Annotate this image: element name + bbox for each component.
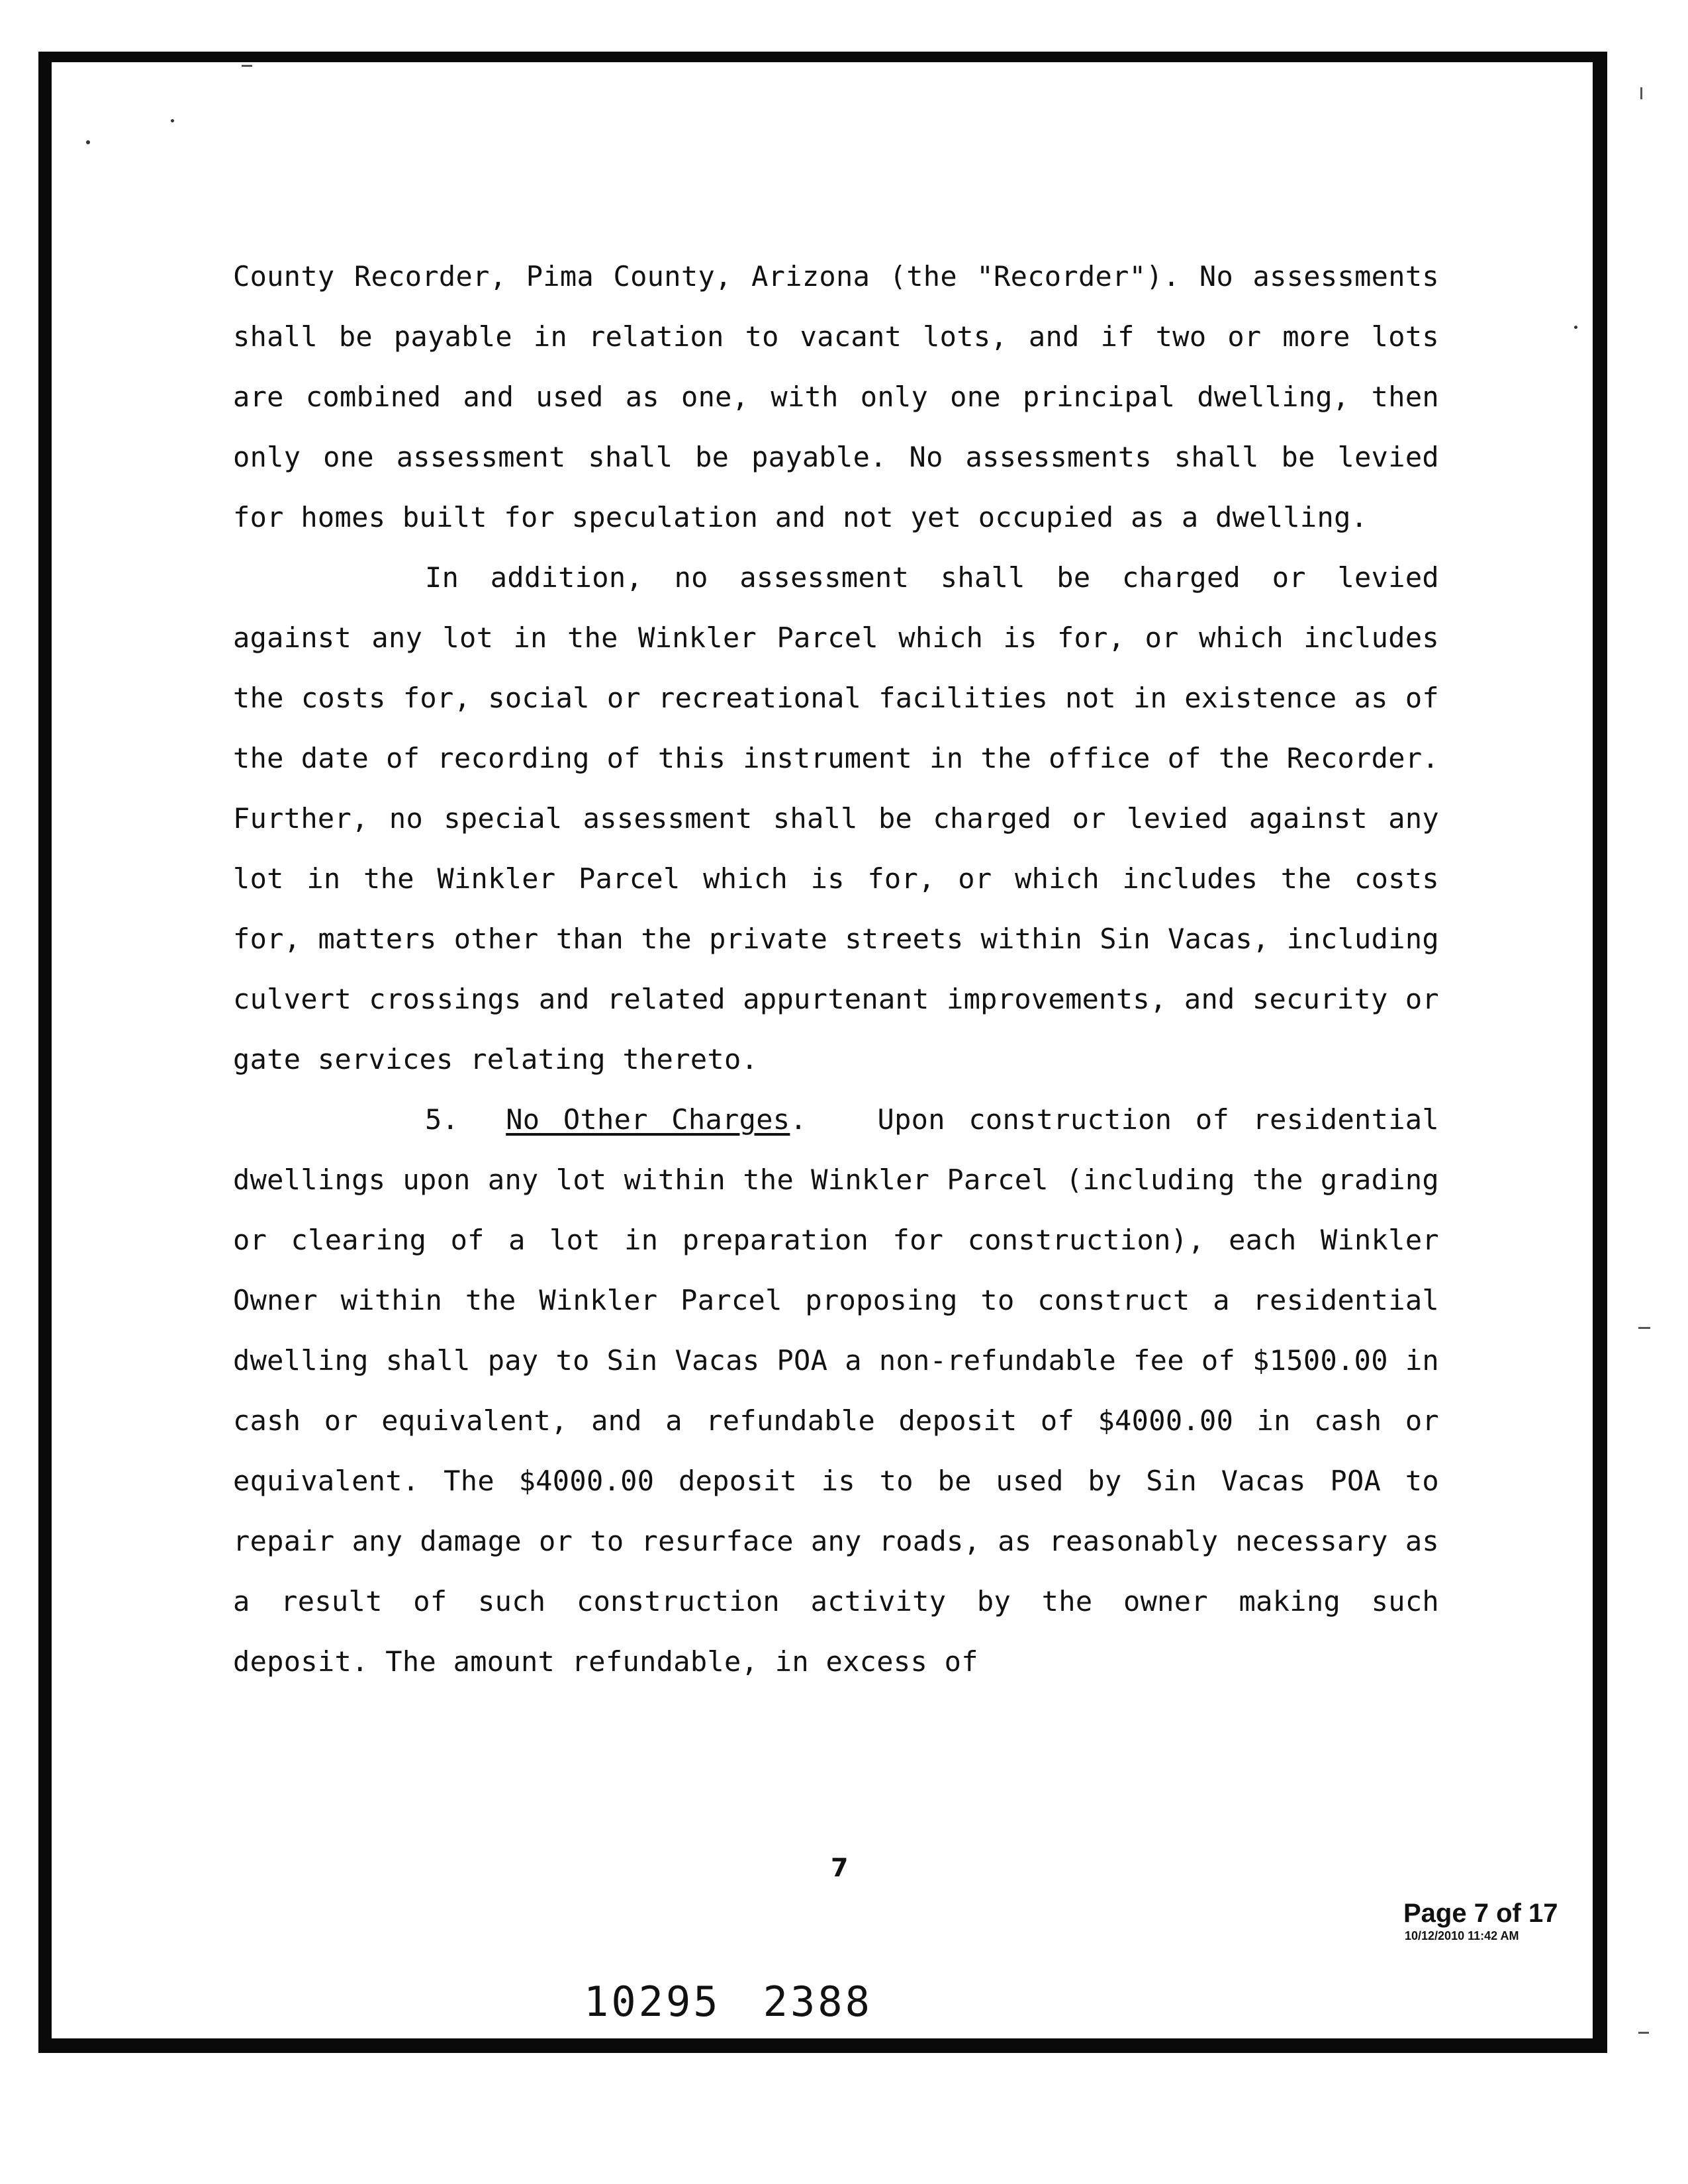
paragraph-text: County Recorder, Pima County, Arizona (the "Recorder"). No assessments shall be payable in relation to vacant lots, and if two or more lots are combined and used as one, with only one principal dwelling, then only one assessment shall be payable. No assessments shall be levied for homes built for speculation and not yet occupied as a dwelling.	[233, 260, 1439, 533]
page-number: 7	[831, 1853, 849, 1882]
paragraph-no-other-charges	[233, 1089, 1439, 1692]
section-number: 5.	[425, 1103, 459, 1136]
paragraph-text: Upon construction of residential dwellings upon any lot within the Winkler Parcel (including the grading or clearing of a lot in preparation for construction), each Winkler Owner within the Winkler Parcel proposing to construct a residential dwelling shall pay to Sin Vacas POA a non-refundable fee of $1500.00 in cash or equivalent, and a refundable deposit of $4000.00 in cash or equivalent. The $4000.00 deposit is to be used by Sin Vacas POA to repair any damage or to resurface any roads, as reasonably necessary as a result of such construction activity by the owner making such deposit. The amount refundable, in excess of	[233, 1103, 1439, 1678]
margin-tick	[1638, 1327, 1650, 1329]
paragraph-text: In addition, no assessment shall be charged or levied against any lot in the Winkler Parcel which is for, or which includes the costs for, social or recreational facilities not in existence as of the date of recording of this instrument in the office of the Recorder. Further, no special assessment shall be charged or levied against any lot in the Winkler Parcel which is for, or which includes the costs for, matters other than the private streets within Sin Vacas, including culvert crossings and related appurtenant improvements, and security or gate services relating thereto.	[233, 561, 1439, 1075]
docket-number	[584, 1978, 872, 2026]
scan-speck	[86, 140, 90, 144]
section-heading-suffix: .	[790, 1103, 807, 1136]
docket-page: 2388	[763, 1978, 872, 2026]
margin-tick	[242, 65, 252, 67]
scan-speck	[171, 119, 174, 122]
stamp-timestamp: 10/12/2010 11:42 AM	[1405, 1929, 1519, 1942]
stamp-page-label: Page 7 of 17	[1403, 1899, 1558, 1928]
scan-speck	[1574, 326, 1577, 329]
document-body	[233, 246, 1439, 1692]
docket-book: 10295	[584, 1978, 721, 2026]
margin-tick	[1640, 87, 1642, 99]
margin-tick	[1638, 2032, 1649, 2034]
paragraph-assessments	[233, 246, 1439, 547]
section-heading: No Other Charges	[506, 1103, 790, 1136]
page-stamp	[1403, 1898, 1558, 1943]
paragraph-in-addition	[233, 547, 1439, 1089]
